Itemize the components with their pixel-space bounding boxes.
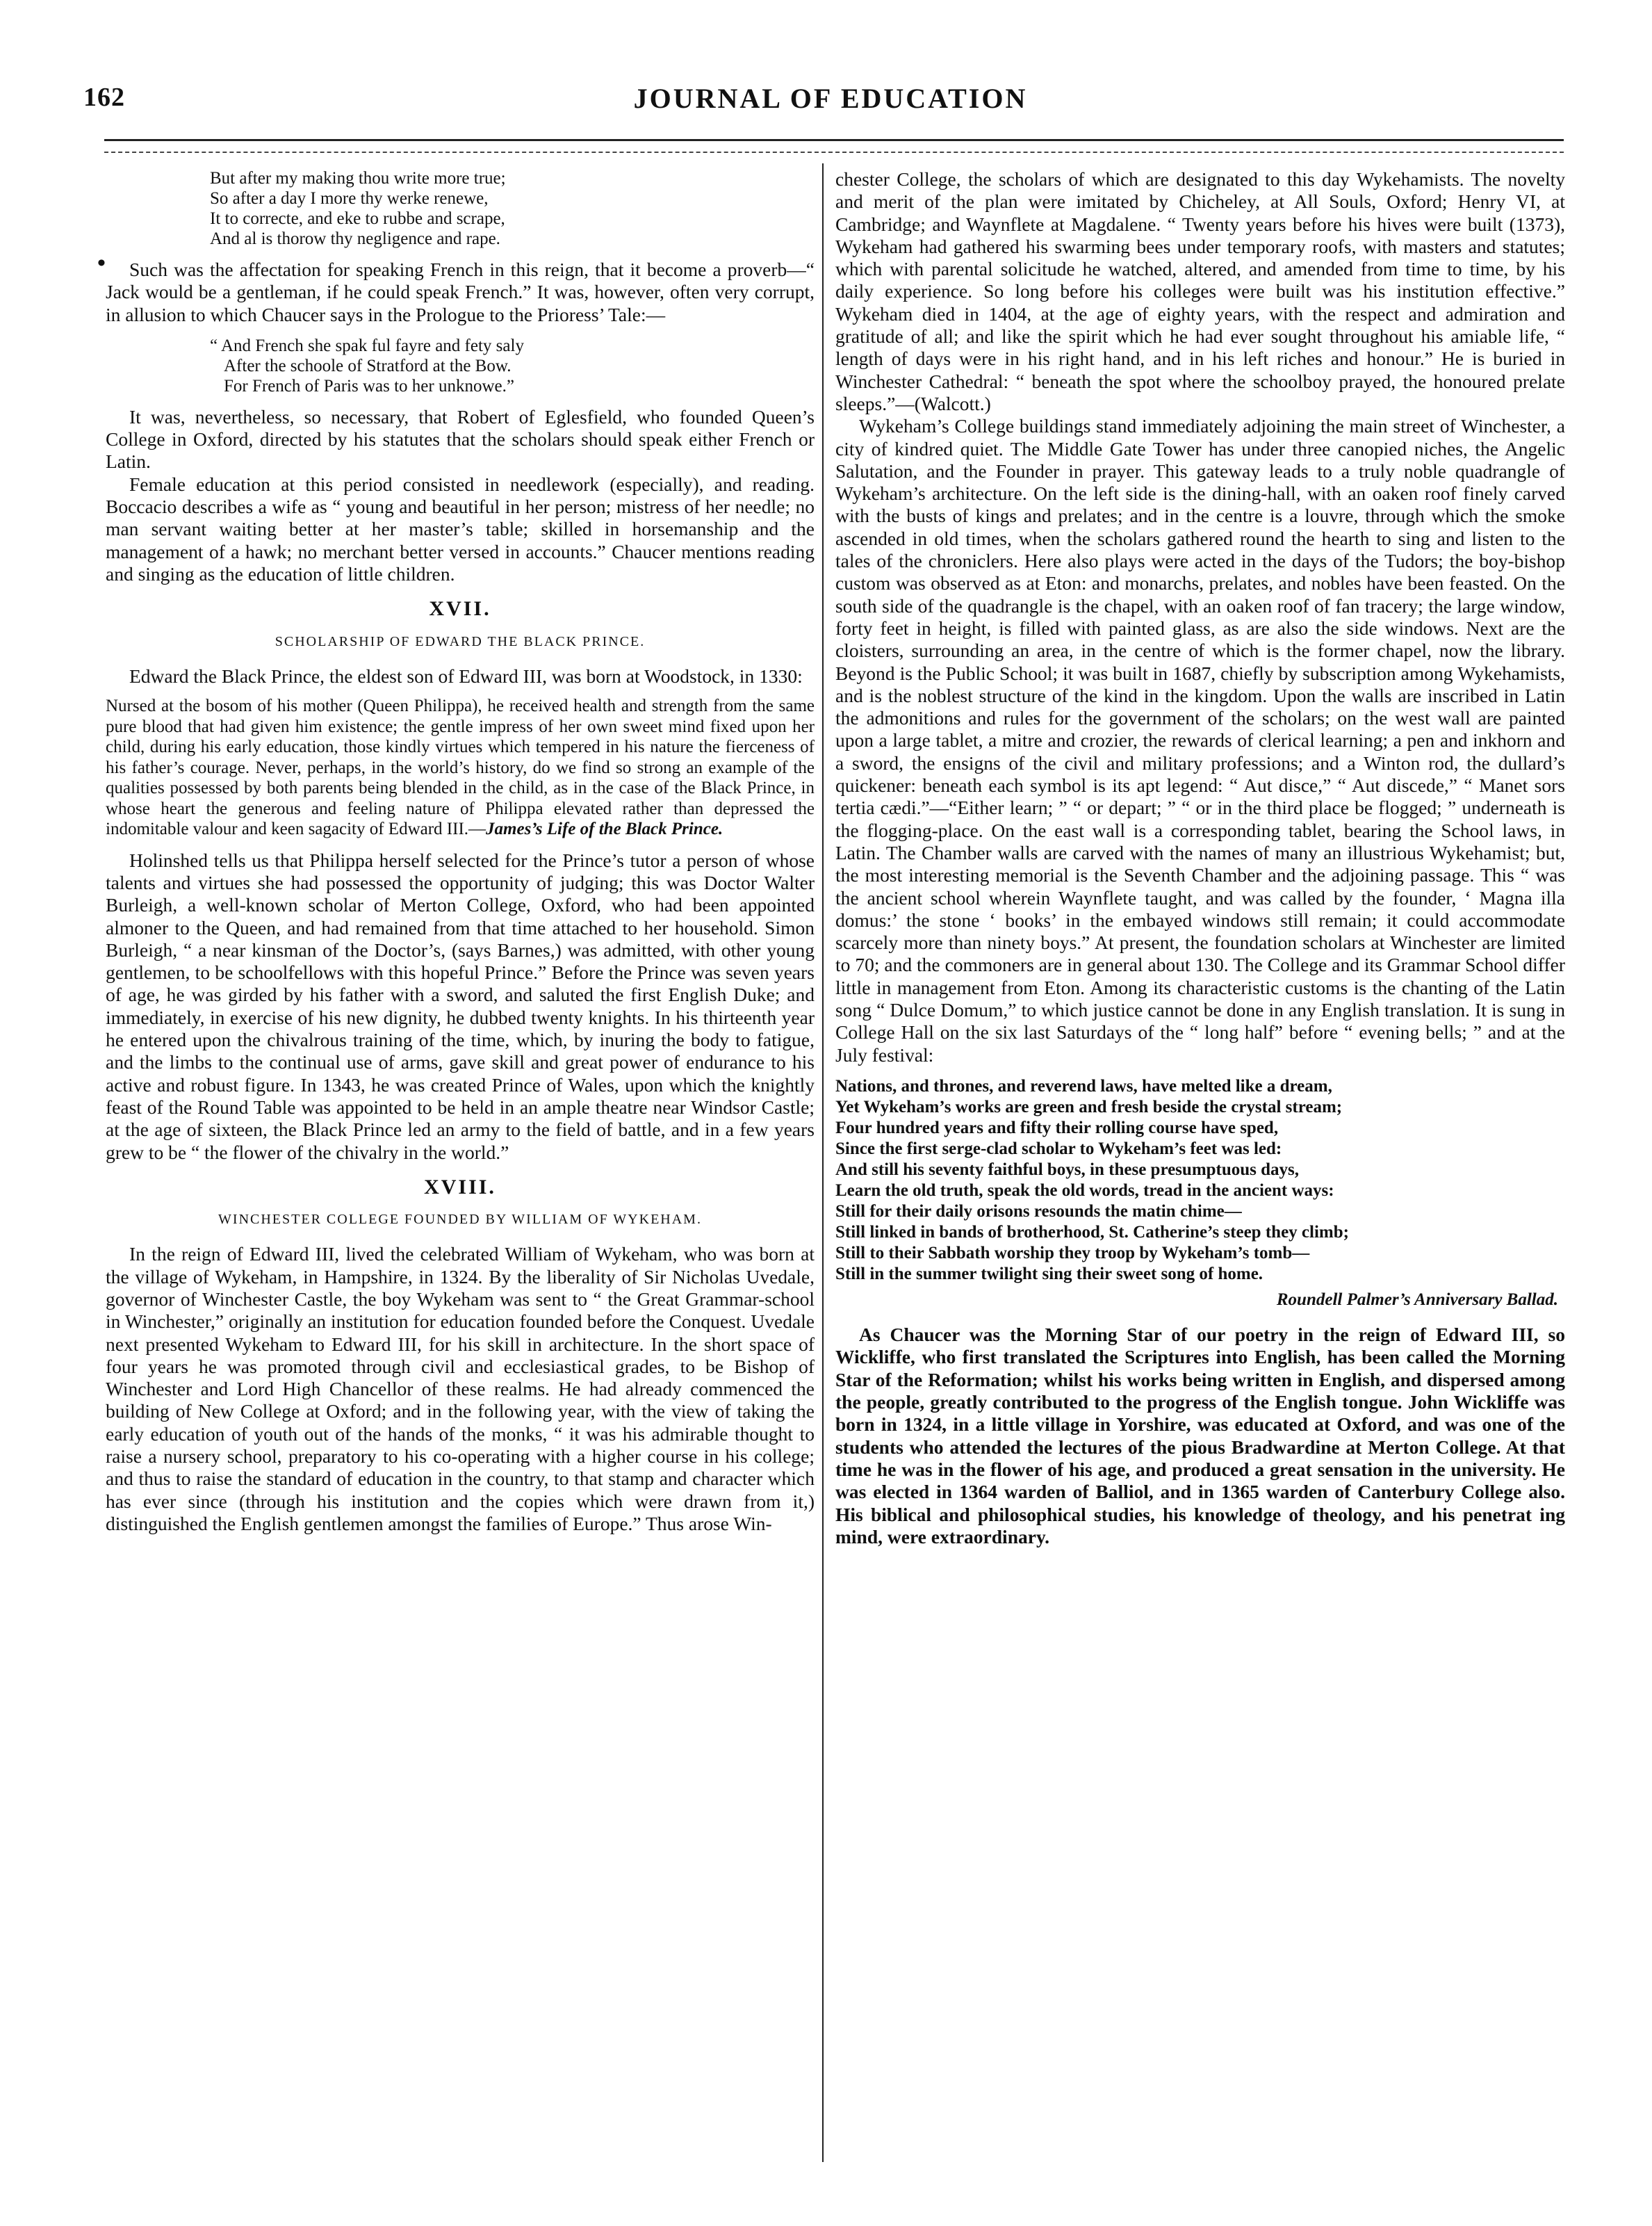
verse-line: And still his seventy faithful boys, in these presumptuous days,: [835, 1160, 1300, 1179]
paragraph: It was, nevertheless, so necessary, that Robert of Eglesfield, who founded Queen’s College in Oxford, directed by his statutes that the scholars should speak either French or Latin.: [106, 405, 815, 473]
paragraph: As Chaucer was the Morning Star of our poetry in the reign of Edward III, so Wickliffe, who first translated the Scriptures into English, has been called the Morning Star of the Reformation; whilst his works being written in English, and dispersed among the people, greatly contributed to the progress of the English tongue. John Wickliffe was born in 1324, in a little village in Yorshire, was educated at Oxford, and was one of the students who attended the lectures of the pious Bradwardine at Merton College. At that time he was in the flower of his age, and produced a great sensation in the university. He was elected in 1364 warden of Balliol, and in 1365 warden of Canterbury College also. His biblical and philosophical studies, his knowledge of theology, and his penetrat ing mind, were extraordinary.: [835, 1324, 1565, 1547]
header-rule: [104, 139, 1564, 141]
paragraph: In the reign of Edward III, lived the celebrated William of Wykeham, who was born at the village of Wykeham, in Hampshire, in 1324. By the liberality of Sir Nicholas Uvedale, governor of Winchester Castle, the boy Wykeham was sent to “ the Great Grammar-school in Winchester,” originally an institution for education founded before the Conquest. Uvedale next presented Wykeham to Edward III, for his skill in architecture. In the short space of four years he was promoted through civil and ecclesiastical grades, to be Bishop of Winchester and Lord High Chancellor of these realms. He had already commenced the building of New College at Oxford; and in the following year, with the view of taking the early education of youth out of the hands of the monks, “ it was his admirable thought to raise a nursery school, preparatory to his co-operating with a higher course in his college; and thus to raise the standard of education in the country, to that stamp and character which has ever since (through his institution and the copies which were drawn from it,) distinguished the English gentlemen amongst the families of Europe.” Thus arose Win-: [106, 1243, 815, 1534]
verse-attribution: Roundell Palmer’s Anniversary Ballad.: [1276, 1290, 1558, 1309]
verse-line: Nations, and thrones, and reverend laws, have melted like a dream,: [835, 1076, 1332, 1096]
margin-mark: •: [97, 250, 106, 276]
column-divider: [822, 163, 824, 2162]
verse-line: Since the first serge-clad scholar to Wykeham’s feet was led:: [835, 1139, 1282, 1158]
running-title: JOURNAL OF EDUCATION: [633, 83, 1028, 114]
verse-line: So after a day I more thy werke renewe,: [210, 189, 489, 208]
verse-line: And al is thorow thy negligence and rape.: [210, 229, 500, 248]
page-number: 162: [83, 83, 125, 112]
left-column: [106, 168, 815, 1535]
verse-line: Yet Wykeham’s works are green and fresh beside the crystal stream;: [835, 1097, 1343, 1116]
verse-line: For French of Paris was to her unknowe.”: [224, 376, 514, 396]
verse-line: Still to their Sabbath worship they troop by Wykeham’s tomb—: [835, 1243, 1310, 1262]
verse-line: Still linked in bands of brotherhood, St. Catherine’s steep they climb;: [835, 1222, 1349, 1242]
paragraph: Female education at this period consisted in needlework (especially), and reading. Boccacio describes a wife as “ young and beautiful in her person; mistress of her needle; no man servant waiting better at her master’s table; skilled in horsemanship and the management of a hawk; no merchant better versed in accounts.” Chaucer mentions reading and singing as the education of little children.: [106, 473, 815, 585]
verse-line: Learn the old truth, speak the old words, tread in the ancient ways:: [835, 1180, 1334, 1200]
verse-chaucer-adam: [210, 168, 815, 249]
verse-line: Four hundred years and fifty their rolling course have sped,: [835, 1118, 1279, 1137]
block-quote: [106, 696, 815, 840]
section-title: WINCHESTER COLLEGE FOUNDED BY WILLIAM OF WYKEHAM.: [218, 1212, 702, 1228]
verse-line: Still in the summer twilight sing their sweet song of home.: [835, 1264, 1263, 1283]
quote-text: Nursed at the bosom of his mother (Queen Philippa), he received health and strength from the same pure blood that had given him existence; the gentle impress of her own sweet mind fixed upon her child, during his early education, those kindly virtues which tempered in his nature the fierceness of his father’s courage. Never, perhaps, in the world’s history, do we find so strong an example of the qualities possessed by both parents being blended in the child, as in the case of the Black Prince, in whose heart the generous and feeling nature of Philippa elevated rather than depressed the indomitable valour and keen sagacity of Edward III.—: [106, 697, 815, 839]
section-number: XVIII.: [424, 1175, 496, 1199]
paragraph: chester College, the scholars of which are designated to this day Wykehamists. The novelty and merit of the plan were imitated by Chicheley, at All Souls, Oxford; Henry VI, at Cambridge; and Waynflete at Magdalene. “ Twenty years before his hives were built (1373), Wykeham had gathered his swarming bees under temporary roofs, with masters and statutes; which with parental solicitude he watched, altered, and amended from time to time, by his daily experience. So long before his colleges were built was his institution effective.” Wykeham died in 1404, at the age of eighty years, with the respect and admiration and gratitude of all; and like the spirit which he had ever sought throughout his amiable life, “ length of days were in his right hand, and in his left riches and honour.” He is buried in Winchester Cathedral: “ beneath the spot where the schoolboy prayed, the honoured prelate sleeps.”—(Walcott.): [835, 168, 1565, 414]
page-header: [83, 82, 1578, 131]
right-column: [835, 168, 1565, 1548]
section-title: SCHOLARSHIP OF EDWARD THE BLACK PRINCE.: [275, 633, 646, 649]
quote-source: James’s Life of the Black Prince.: [486, 820, 723, 839]
paragraph: Edward the Black Prince, the eldest son of Edward III, was born at Woodstock, in 1330:: [129, 665, 803, 687]
verse-anniversary-ballad: [835, 1076, 1565, 1285]
section-number: XVII.: [429, 597, 491, 621]
paragraph: Wykeham’s College buildings stand immediately adjoining the main street of Winchester, a city of kindred quiet. The Middle Gate Tower has under three canopied niches, the Angelic Salutation, and the Founder in prayer. This gateway leads to a truly noble quadrangle of Wykeham’s architecture. On the left side is the dining-hall, with an oaken roof finely carved with the busts of kings and prelates; and in the centre is a louvre, through which the smoke ascended in old times, when the scholars gathered round the hearth to sing and listen to the tales of the chroniclers. Here also plays were acted in the days of the Tudors; the boy-bishop custom was observed as at Eton: and monarchs, prelates, and nobles have been feasted. On the south side of the quadrangle is the chapel, with an oaken roof of fan tracery; the large window, forty feet in height, is filled with painted glass, as are also the side windows. Next are the cloisters, surrounding an area, in the centre of which is the former chapel, now the library. Beyond is the Public School; it was built in 1687, chiefly by subscription among Wykehamists, and is the noblest structure of the kind in the kingdom. Upon the walls are inscribed in Latin the admonitions and rules for the government of the scholars; on the west wall are painted upon a large tablet, a mitre and crozier, the rewards of clerical learning; a pen and inkhorn and a sword, the ensigns of the civil and military professions; and a Winton rod, the dullard’s quickener: beneath each symbol is its apt legend: “ Aut disce,” “ Aut discede,” “ Manet sors tertia cædi.”—“Either learn; ” “ or depart; ” “ or in the third place be flogged; ” underneath is the flogging-place. On the east wall is a corresponding tablet, bearing the School laws, in Latin. The Chamber walls are carved with the names of many an illustrious Wykehamist; but, the most interesting memorial is the Seventh Chamber and the adjoining passage. This “ was the ancient school wherein Waynflete taught, and was called by the founder, ‘ Magna illa domus:’ the stone ‘ books’ in the embayed windows still remain; it could accommodate scarcely more than ninety boys.” At present, the foundation scholars at Winchester are limited to 70; and the commoners are in general about 130. The College and its Grammar School differ little in management from Eton. Among its characteristic customs is the chanting of the Latin song “ Dulce Domum,” to which justice cannot be done in any English translation. It is sung in College Hall on the six last Saturdays of the “ long half” before “ evening bells; ” and at the July festival:: [835, 415, 1565, 1066]
verse-line: Still for their daily orisons resounds the matin chime—: [835, 1201, 1242, 1221]
verse-line: After the schoole of Stratford at the Bow.: [224, 356, 512, 375]
verse-prioress: [210, 336, 815, 396]
paragraph: Holinshed tells us that Philippa herself selected for the Prince’s tutor a person of whose talents and virtues she had possessed the opportunity of judging; this was Doctor Walter Burleigh, a well-known scholar of Merton College, Oxford, who had been appointed almoner to the Queen, and had remained from that time attached to her household. Simon Burleigh, “ a near kinsman of the Doctor’s, (says Barnes,) was admitted, with other young gentlemen, to be schoolfellows with this hopeful Prince.” Before the Prince was seven years of age, he was girded by his father with a sword, and saluted the first English Duke; and immediately, in exercise of his new dignity, he dubbed twenty knights. In his thirteenth year he entered upon the chivalrous training of the time, which, by inuring the body to fatigue, and the limbs to the continual use of arms, gave skill and great power of endurance to his active and robust figure. In 1343, he was created Prince of Wales, upon which the knightly feast of the Round Table was appointed to be held in an ample theatre near Windsor Castle; at the age of sixteen, the Black Prince led an army to the field of battle, and in a few years grew to be “ the flower of the chivalry in the world.”: [106, 849, 815, 1163]
verse-line: But after my making thou write more true;: [210, 169, 506, 188]
verse-line: It to correcte, and eke to rubbe and scrape,: [210, 209, 505, 228]
header-rule-dashed: [104, 152, 1564, 153]
verse-line: “ And French she spak ful fayre and fety saly: [210, 336, 524, 355]
paragraph: Such was the affectation for speaking French in this reign, that it become a proverb—“ Jack would be a gentleman, if he could speak French.” It was, however, often very corrupt, in allusion to which Chaucer says in the Prologue to the Prioress’ Tale:—: [106, 259, 815, 325]
